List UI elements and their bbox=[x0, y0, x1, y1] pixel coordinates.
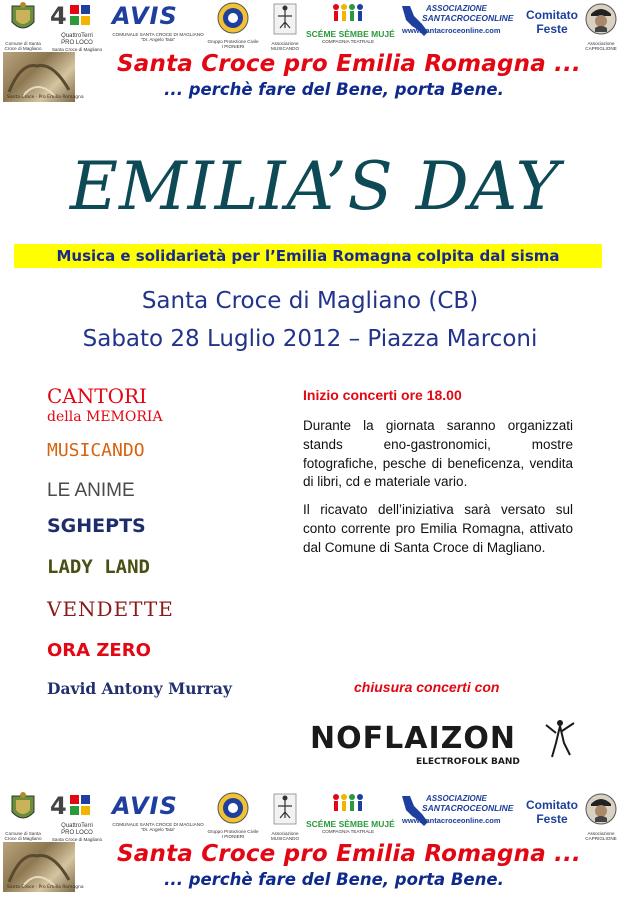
sceme-caption: COMPAGNIA TEATRALE bbox=[321, 829, 375, 834]
scr-line1: ASSOCIAZIONE bbox=[426, 794, 487, 803]
scr-line2: SANTACROCEONLINE bbox=[422, 803, 514, 813]
capriglione-logo bbox=[584, 2, 618, 50]
closing-label: chiusura concerti con bbox=[354, 679, 500, 695]
artist-david-antony-murray: David Antony Murray bbox=[47, 679, 232, 698]
comune-logo-bottom bbox=[4, 792, 42, 840]
sceme-figures-icon bbox=[306, 2, 390, 24]
band-name: NOFLAIZON bbox=[310, 721, 516, 756]
proloco-logo bbox=[48, 2, 106, 50]
sceme-caption: COMPAGNIA TEATRALE bbox=[321, 39, 375, 44]
comitato-line1: Comitato bbox=[526, 8, 578, 22]
protezione-civile-logo bbox=[206, 2, 260, 50]
avis-caption: COMUNALE SANTA CROCE DI MAGLIANO "Dr. Angelo Tata" bbox=[112, 32, 204, 42]
capriglione-logo-bottom bbox=[584, 792, 618, 840]
proloco-emblem-icon bbox=[48, 792, 106, 818]
comune-logo bbox=[4, 2, 42, 50]
comune-caption: Comune di Santa Croce di Magliano bbox=[4, 41, 42, 51]
sceme-name: SCÉME SÈMBE MUJÉ bbox=[306, 29, 395, 39]
artist-cantori-sub: della MEMORIA bbox=[47, 409, 163, 425]
concert-start-time: Inizio concerti ore 18.00 bbox=[303, 387, 462, 403]
info-paragraph-2: Il ricavato dell’iniziativa sarà versato sul conto corrente pro Emilia Romagna, attivato dal Comune di Santa Croce di Magliano. bbox=[303, 502, 573, 555]
proloco-line3: Santa Croce di Magliano bbox=[51, 837, 103, 842]
proloco-line2: PRO LOCO bbox=[61, 830, 93, 836]
sponsor-bar-bottom bbox=[0, 790, 620, 842]
banner-photo bbox=[3, 52, 84, 102]
musicando-logo-bottom bbox=[264, 792, 306, 840]
artist-sghepts: SGHEPTS bbox=[47, 515, 146, 537]
band-tagline: ELECTROFOLK BAND bbox=[416, 757, 520, 767]
pc-caption2: I PIONIERI bbox=[221, 834, 245, 839]
comitato-line1: Comitato bbox=[526, 798, 578, 812]
proloco-logo-bottom bbox=[48, 792, 106, 840]
sceme-figures-icon bbox=[306, 792, 390, 814]
scr-url: www.santacroceonline.com bbox=[402, 816, 501, 825]
musicando-caption1: Associazione bbox=[271, 41, 299, 46]
banner-subtitle: ... perchè fare del Bene, porta Bene. bbox=[164, 870, 504, 889]
noflaizon-logo bbox=[298, 713, 578, 771]
musicando-caption2: MUSICANDO bbox=[270, 836, 300, 841]
banner-top bbox=[0, 49, 620, 105]
banner-title: Santa Croce pro Emilia Romagna ... bbox=[117, 51, 581, 77]
capriglione-caption2: CAPRIGLIONE bbox=[585, 46, 617, 51]
musicando-logo bbox=[264, 2, 306, 50]
musicando-caption2: MUSICANDO bbox=[270, 46, 300, 51]
artist-cantori: CANTORI bbox=[47, 384, 147, 408]
artist-vendette: VENDETTE bbox=[47, 597, 174, 621]
proloco-line1: QuattroTerri bbox=[61, 823, 93, 829]
sponsor-bar-top bbox=[0, 0, 620, 52]
avis-logo-bottom bbox=[112, 792, 204, 840]
artist-lady-land: LADY LAND bbox=[47, 556, 150, 578]
svg-text:4: 4 bbox=[50, 2, 67, 30]
capriglione-caption1: Associazione bbox=[587, 831, 615, 836]
svg-text:4: 4 bbox=[50, 792, 67, 820]
event-place: Santa Croce di Magliano (CB) bbox=[141, 288, 479, 314]
event-tagline: Musica e solidarietà per l’Emilia Romagna colpita dal sisma bbox=[14, 244, 602, 268]
banner-subtitle: ... perchè fare del Bene, porta Bene. bbox=[164, 80, 504, 99]
comitato-line2: Feste bbox=[536, 22, 568, 36]
proloco-emblem-icon bbox=[48, 2, 106, 28]
event-date: Sabato 28 Luglio 2012 – Piazza Marconi bbox=[82, 326, 538, 352]
coat-of-arms-icon bbox=[4, 792, 42, 826]
scr-line1: ASSOCIAZIONE bbox=[426, 4, 487, 13]
pc-caption1: Gruppo Protezione Civile bbox=[207, 39, 259, 44]
pc-caption1: Gruppo Protezione Civile bbox=[207, 829, 259, 834]
coat-of-arms-icon bbox=[4, 2, 42, 36]
pc-caption2: I PIONIERI bbox=[221, 44, 245, 49]
proloco-line1: QuattroTerri bbox=[61, 33, 93, 39]
banner-photo bbox=[3, 842, 84, 892]
capriglione-portrait-icon bbox=[584, 2, 618, 36]
capriglione-caption2: CAPRIGLIONE bbox=[585, 836, 617, 841]
avis-name: AVIS bbox=[112, 2, 178, 30]
hands-photo-icon bbox=[3, 842, 84, 892]
proloco-line3: Santa Croce di Magliano bbox=[51, 47, 103, 52]
musicando-caption1: Associazione bbox=[271, 831, 299, 836]
banner-photo-caption: Santa Croce · Pro Emilia Romagna bbox=[7, 95, 84, 100]
avis-name: AVIS bbox=[112, 792, 178, 820]
proloco-line2: PRO LOCO bbox=[61, 40, 93, 46]
scr-line2: SANTACROCEONLINE bbox=[422, 13, 514, 23]
santacroceonline-logo bbox=[394, 2, 518, 50]
pionieri-badge-icon bbox=[206, 792, 260, 824]
capriglione-portrait-icon bbox=[584, 792, 618, 826]
sceme-name: SCÉME SÈMBE MUJÉ bbox=[306, 819, 395, 829]
info-text bbox=[303, 417, 573, 567]
santacroceonline-logo-bottom bbox=[394, 792, 518, 840]
event-title: EMILIA’S DAY bbox=[69, 148, 561, 225]
banner-bottom bbox=[0, 839, 620, 895]
avis-caption: COMUNALE SANTA CROCE DI MAGLIANO "Dr. Angelo Tata" bbox=[112, 822, 204, 832]
musicando-figure-icon bbox=[264, 2, 306, 36]
avis-logo bbox=[112, 2, 204, 50]
hands-photo-icon bbox=[3, 52, 84, 102]
banner-photo-caption: Santa Croce · Pro Emilia Romagna bbox=[7, 885, 84, 890]
comitato-line2: Feste bbox=[536, 812, 568, 826]
capriglione-caption1: Associazione bbox=[587, 41, 615, 46]
sceme-logo bbox=[306, 2, 395, 50]
musicando-figure-icon bbox=[264, 792, 306, 826]
info-paragraph-1: Durante la giornata saranno organizzati stands eno-gastronomici, mostre fotografiche, pesche di beneficenza, vendita di libri, cd e materiale vario. bbox=[303, 418, 573, 490]
banner-title: Santa Croce pro Emilia Romagna ... bbox=[117, 841, 581, 867]
comune-caption: Comune di Santa Croce di Magliano bbox=[4, 831, 42, 841]
artist-le-anime: LE ANIME bbox=[47, 480, 135, 501]
scr-url: www.santacroceonline.com bbox=[402, 26, 501, 35]
protezione-civile-logo-bottom bbox=[206, 792, 260, 840]
artist-ora-zero: ORA ZERO bbox=[47, 640, 151, 661]
pionieri-badge-icon bbox=[206, 2, 260, 34]
sceme-logo-bottom bbox=[306, 792, 395, 840]
artist-musicando: MUSICANDO bbox=[47, 440, 145, 461]
noflaizon-logo-art bbox=[298, 713, 578, 771]
